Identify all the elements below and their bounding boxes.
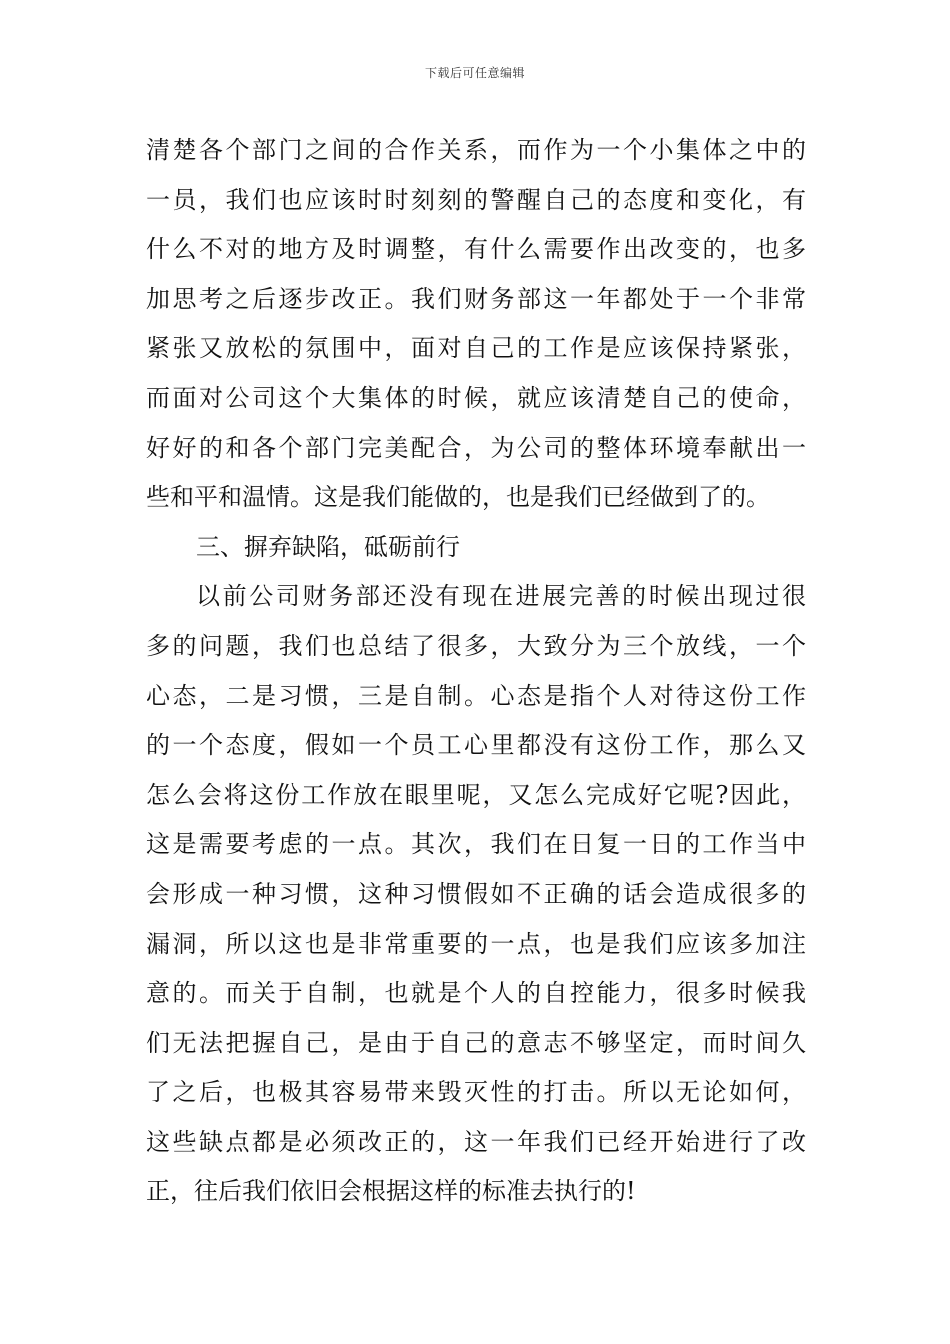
text-line: 清楚各个部门之间的合作关系，而作为一个小集体之中的: [146, 136, 806, 164]
text-line: 漏洞，所以这也是非常重要的一点，也是我们应该多加注: [146, 929, 806, 958]
text-line: 这是需要考虑的一点。其次，我们在日复一日的工作当中: [146, 830, 806, 859]
document-body: [146, 126, 806, 1217]
text-line: 怎么会将这份工作放在眼里呢，又怎么完成好它呢?因此，: [146, 780, 806, 809]
text-line: 意的。而关于自制，也就是个人的自控能力，很多时候我: [146, 979, 806, 1008]
text-line: 一员，我们也应该时时刻刻的警醒自己的态度和变化，有: [146, 185, 806, 214]
text-line: 加思考之后逐步改正。我们财务部这一年都处于一个非常: [146, 284, 806, 313]
text-line: 的一个态度，假如一个员工心里都没有这份工作，那么又: [146, 731, 806, 760]
text-line: 以前公司财务部还没有现在进展完善的时候出现过很: [196, 582, 806, 611]
text-line: 正，往后我们依旧会根据这样的标准去执行的!: [146, 1177, 636, 1206]
text-line: 而面对公司这个大集体的时候，就应该清楚自己的使命，: [146, 383, 806, 412]
text-line: 紧张又放松的氛围中，面对自己的工作是应该保持紧张，: [146, 334, 806, 363]
section-heading: 三、摒弃缺陷，砥砺前行: [196, 532, 460, 561]
text-line: 什么不对的地方及时调整，有什么需要作出改变的，也多: [146, 235, 806, 264]
text-line: 这些缺点都是必须改正的，这一年我们已经开始进行了改: [146, 1127, 806, 1156]
text-line: 多的问题，我们也总结了很多，大致分为三个放线，一个: [146, 631, 806, 660]
text-line: 们无法把握自己，是由于自己的意志不够坚定，而时间久: [146, 1028, 806, 1057]
text-line: 心态，二是习惯，三是自制。心态是指个人对待这份工作: [146, 681, 806, 710]
text-line: 些和平和温情。这是我们能做的，也是我们已经做到了的。: [146, 483, 770, 512]
page-header: 下载后可任意编辑: [424, 66, 525, 80]
text-line: 好好的和各个部门完美配合，为公司的整体环境奉献出一: [146, 433, 806, 462]
text-line: 了之后，也极其容易带来毁灭性的打击。所以无论如何，: [146, 1078, 806, 1107]
text-line: 会形成一种习惯，这种习惯假如不正确的话会造成很多的: [146, 879, 806, 908]
